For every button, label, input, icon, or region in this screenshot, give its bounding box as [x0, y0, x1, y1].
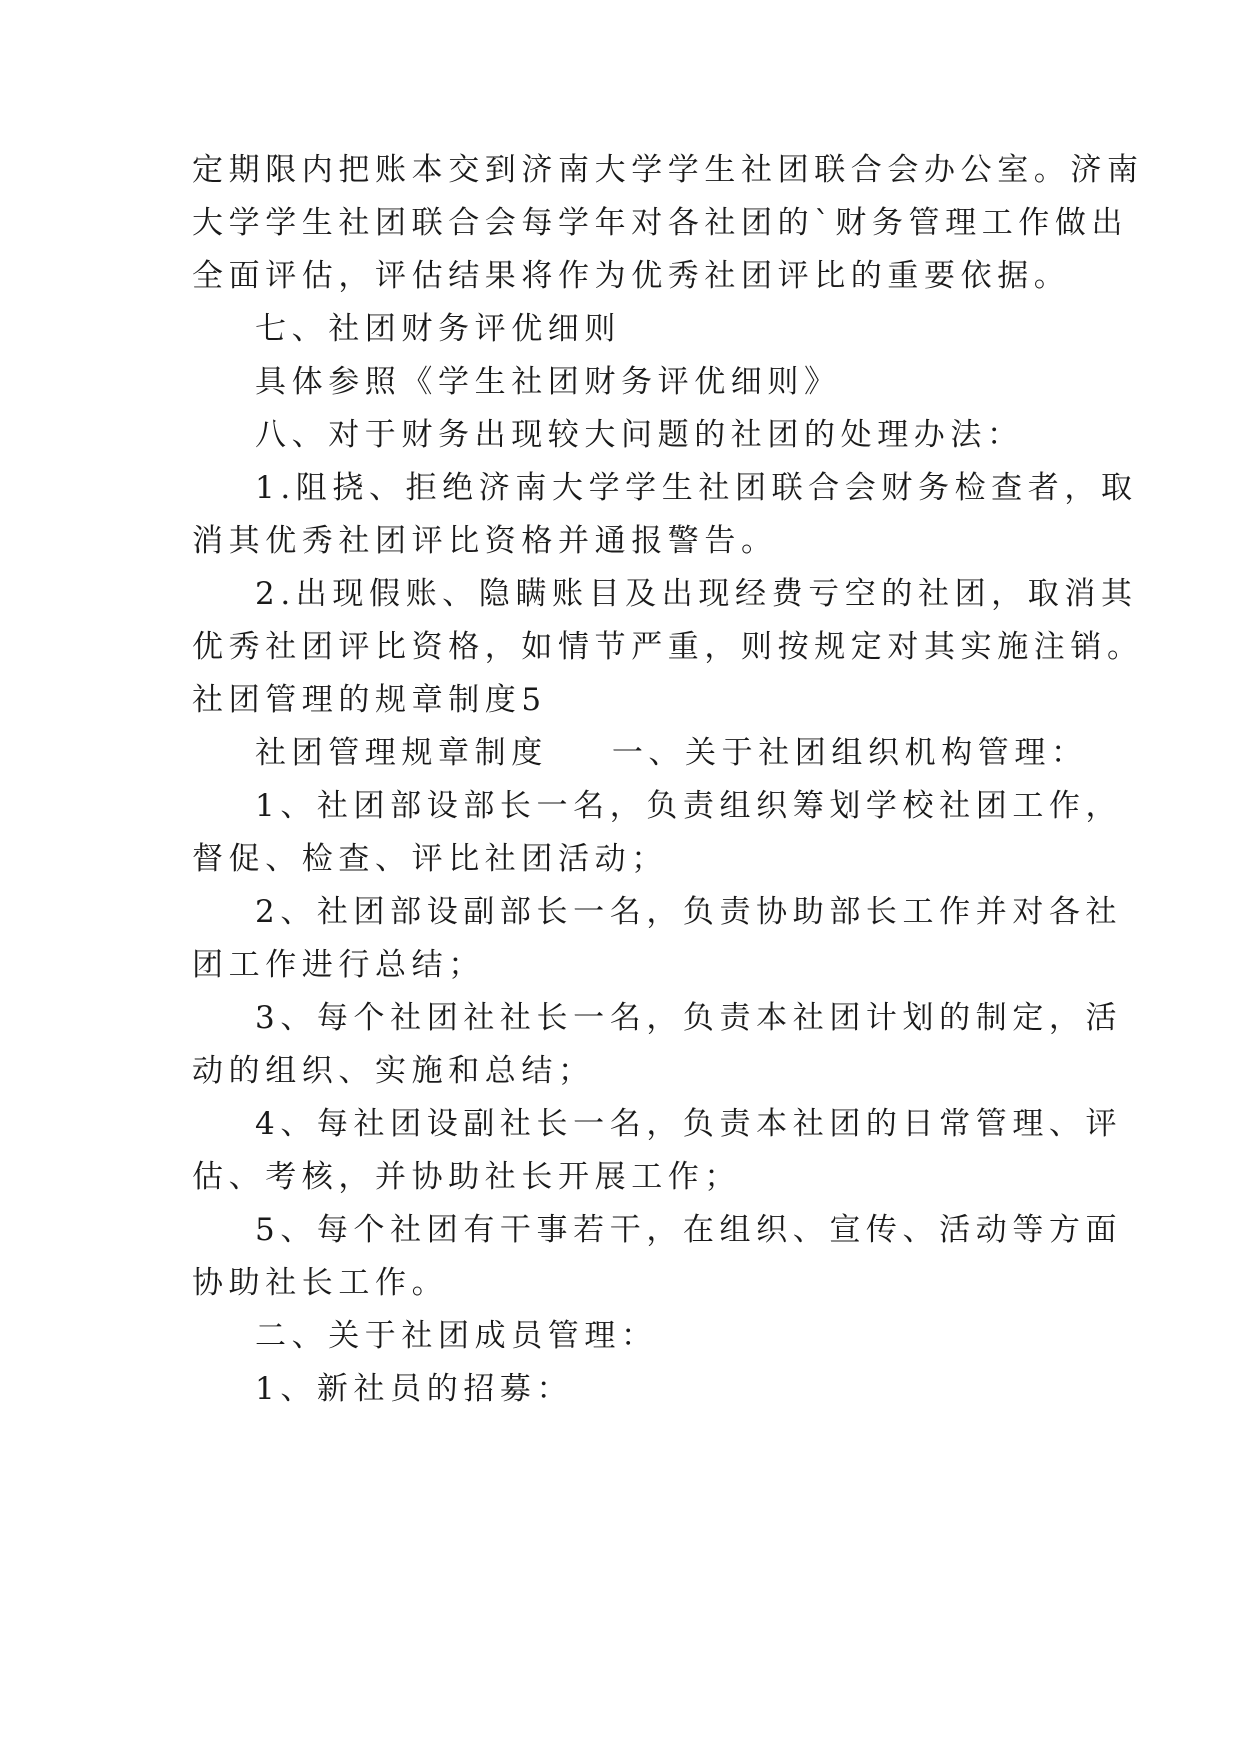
- paragraph-line: 优秀社团评比资格，如情节严重，则按规定对其实施注销。: [192, 629, 1144, 665]
- section-heading: 二、关于社团成员管理：: [255, 1318, 658, 1354]
- paragraph-line: 消其优秀社团评比资格并通报警告。: [192, 523, 778, 559]
- list-item: 5、每个社团有干事若干，在组织、宣传、活动等方面: [255, 1212, 1123, 1248]
- heading-part: 一、关于社团组织机构管理：: [611, 735, 1088, 771]
- list-item: 4、每社团设副社长一名，负责本社团的日常管理、评: [255, 1106, 1123, 1142]
- section-heading: [255, 733, 1155, 773]
- paragraph-line: 督促、检查、评比社团活动；: [192, 841, 668, 877]
- list-item: 2、社团部设副部长一名，负责协助部长工作并对各社: [255, 894, 1123, 930]
- section-heading: 八、对于财务出现较大问题的社团的处理办法：: [255, 417, 1024, 453]
- paragraph-line: 协助社长工作。: [192, 1265, 449, 1301]
- paragraph-line: 具体参照《学生社团财务评优细则》: [255, 364, 841, 400]
- paragraph-line: 大学学生社团联合会每学年对各社团的`财务管理工作做出: [192, 205, 1129, 241]
- list-item: 1、新社员的招募：: [255, 1371, 574, 1407]
- list-item: 1.阻挠、拒绝济南大学学生社团联合会财务检查者，取: [255, 470, 1138, 506]
- paragraph-line: 全面评估，评估结果将作为优秀社团评比的重要依据。: [192, 258, 1071, 294]
- list-item: 1、社团部设部长一名，负责组织筹划学校社团工作，: [255, 788, 1123, 824]
- section-heading: 七、社团财务评优细则: [255, 311, 621, 347]
- paragraph-line: 团工作进行总结；: [192, 947, 485, 983]
- paragraph-line: 估、考核，并协助社长开展工作；: [192, 1159, 741, 1195]
- paragraph-line: 动的组织、实施和总结；: [192, 1053, 595, 1089]
- list-item: 2.出现假账、隐瞒账目及出现经费亏空的社团，取消其: [255, 576, 1138, 612]
- paragraph-line: 定期限内把账本交到济南大学学生社团联合会办公室。济南: [192, 152, 1144, 188]
- page-title: 社团管理的规章制度5: [192, 682, 547, 718]
- list-item: 3、每个社团社社长一名，负责本社团计划的制定，活: [255, 1000, 1123, 1036]
- heading-part: 社团管理规章制度: [255, 735, 548, 771]
